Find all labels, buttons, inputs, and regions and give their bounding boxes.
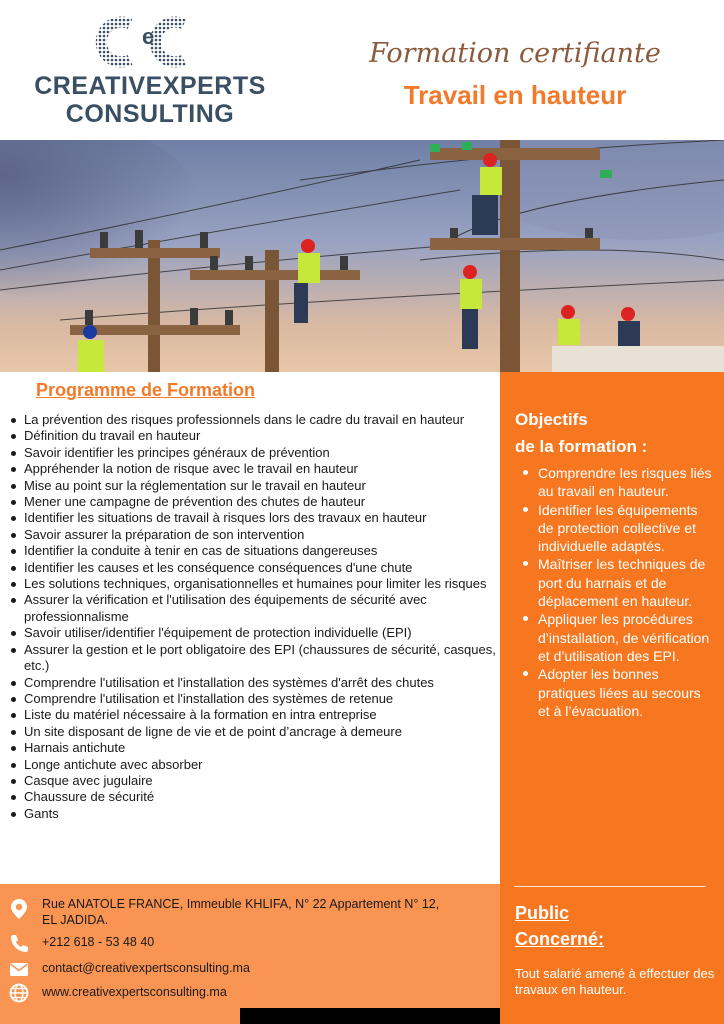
- page-title: Travail en hauteur: [403, 80, 627, 110]
- program-list-item: Un site disposant de ligne de vie et de point d’ancrage à demeure: [8, 724, 496, 740]
- contact-email[interactable]: contact@creativexpertsconsulting.ma: [42, 961, 250, 975]
- objectives-panel: [500, 372, 724, 1024]
- program-list-item: Comprendre l'utilisation et l'installation des systèmes d'arrêt des chutes: [8, 675, 496, 691]
- program-list-item: Définition du travail en hauteur: [8, 428, 496, 444]
- envelope-icon: [8, 958, 30, 980]
- company-name-line2: CONSULTING: [65, 100, 235, 128]
- program-list-item: Harnais antichute: [8, 740, 496, 756]
- program-list-item: Assurer la gestion et le port obligatoire des EPI (chaussures de sécurité, casques, etc.): [8, 642, 496, 675]
- program-list-item: Appréhender la notion de risque avec le travail en hauteur: [8, 461, 496, 477]
- hero-photo: [0, 140, 724, 372]
- program-list-item: Longe antichute avec absorber: [8, 757, 496, 773]
- objectives-title-line1: Objectifs: [515, 410, 588, 429]
- contact-address: Rue ANATOLE FRANCE, Immeuble KHLIFA, N° 22 Appartement N° 12, EL JADIDA.: [42, 897, 440, 927]
- objectives-list: [516, 464, 716, 720]
- company-logo: [30, 14, 270, 132]
- objective-list-item: Identifier les équipements de protection collective et individuelle adaptés.: [516, 501, 716, 556]
- utility-workers-illustration: [0, 140, 724, 372]
- program-list-item: Gants: [8, 806, 496, 822]
- phone-icon: [8, 932, 30, 954]
- contact-section: [0, 884, 500, 1008]
- objectives-title: [515, 406, 715, 460]
- location-pin-icon: [8, 898, 30, 920]
- divider: [514, 886, 706, 887]
- contact-website[interactable]: www.creativexpertsconsulting.ma: [42, 985, 227, 999]
- program-list-item: Chaussure de sécurité: [8, 789, 496, 805]
- audience-title: [515, 900, 715, 952]
- footer-bar-dark: [240, 1008, 500, 1024]
- program-list-item: Mise au point sur la réglementation sur le travail en hauteur: [8, 478, 496, 494]
- program-list-item: Comprendre l'utilisation et l'installation des systèmes de retenue: [8, 691, 496, 707]
- objective-list-item: Appliquer les procédures d’installation, de vérification et d’utilisation des EPI.: [516, 610, 716, 665]
- program-list-item: Savoir assurer la préparation de son intervention: [8, 527, 496, 543]
- audience-title-line1: Public: [515, 903, 570, 923]
- globe-icon: [8, 982, 30, 1004]
- program-list-item: Identifier les causes et les conséquence conséquences d'une chute: [8, 560, 496, 576]
- header: [0, 0, 724, 140]
- program-list-item: Les solutions techniques, organisationnelles et humaines pour limiter les risques: [8, 576, 496, 592]
- objective-list-item: Maîtriser les techniques de port du harnais et de déplacement en hauteur.: [516, 555, 716, 610]
- program-list-item: Liste du matériel nécessaire à la formation en intra entreprise: [8, 707, 496, 723]
- audience-text: Tout salarié amené à effectuer des travaux en hauteur.: [515, 966, 715, 997]
- program-list-item: Mener une campagne de prévention des chutes de hauteur: [8, 494, 496, 510]
- program-list-item: Assurer la vérification et l'utilisation des équipements de sécurité avec professionnalisme: [8, 592, 496, 625]
- objectives-title-line2: de la formation :: [515, 437, 648, 456]
- program-list-item: Savoir utiliser/identifier l'équipement de protection individuelle (EPI): [8, 625, 496, 641]
- program-list-item: Identifier les situations de travail à risques lors des travaux en hauteur: [8, 510, 496, 526]
- company-name: [30, 72, 270, 128]
- program-list: [8, 412, 496, 822]
- logo-mark-icon: [90, 14, 190, 70]
- svg-text:e: e: [142, 24, 155, 49]
- subtitle: Formation certifiante: [369, 38, 661, 69]
- program-title: Programme de Formation: [36, 380, 256, 400]
- program-list-item: La prévention des risques professionnels dans le cadre du travail en hauteur: [8, 412, 496, 428]
- program-section: [0, 372, 500, 884]
- company-name-line1: CREATIVEXPERTS: [34, 72, 266, 100]
- objective-list-item: Adopter les bonnes pratiques liées au secours et à l’évacuation.: [516, 665, 716, 720]
- audience-title-line2: Concerné:: [515, 929, 605, 949]
- program-list-item: Casque avec jugulaire: [8, 773, 496, 789]
- program-list-item: Savoir identifier les principes généraux de prévention: [8, 445, 496, 461]
- program-list-item: Identifier la conduite à tenir en cas de situations dangereuses: [8, 543, 496, 559]
- contact-phone[interactable]: +212 618 - 53 48 40: [42, 935, 155, 949]
- footer-bar-orange: [0, 1008, 240, 1024]
- objective-list-item: Comprendre les risques liés au travail en hauteur.: [516, 464, 716, 501]
